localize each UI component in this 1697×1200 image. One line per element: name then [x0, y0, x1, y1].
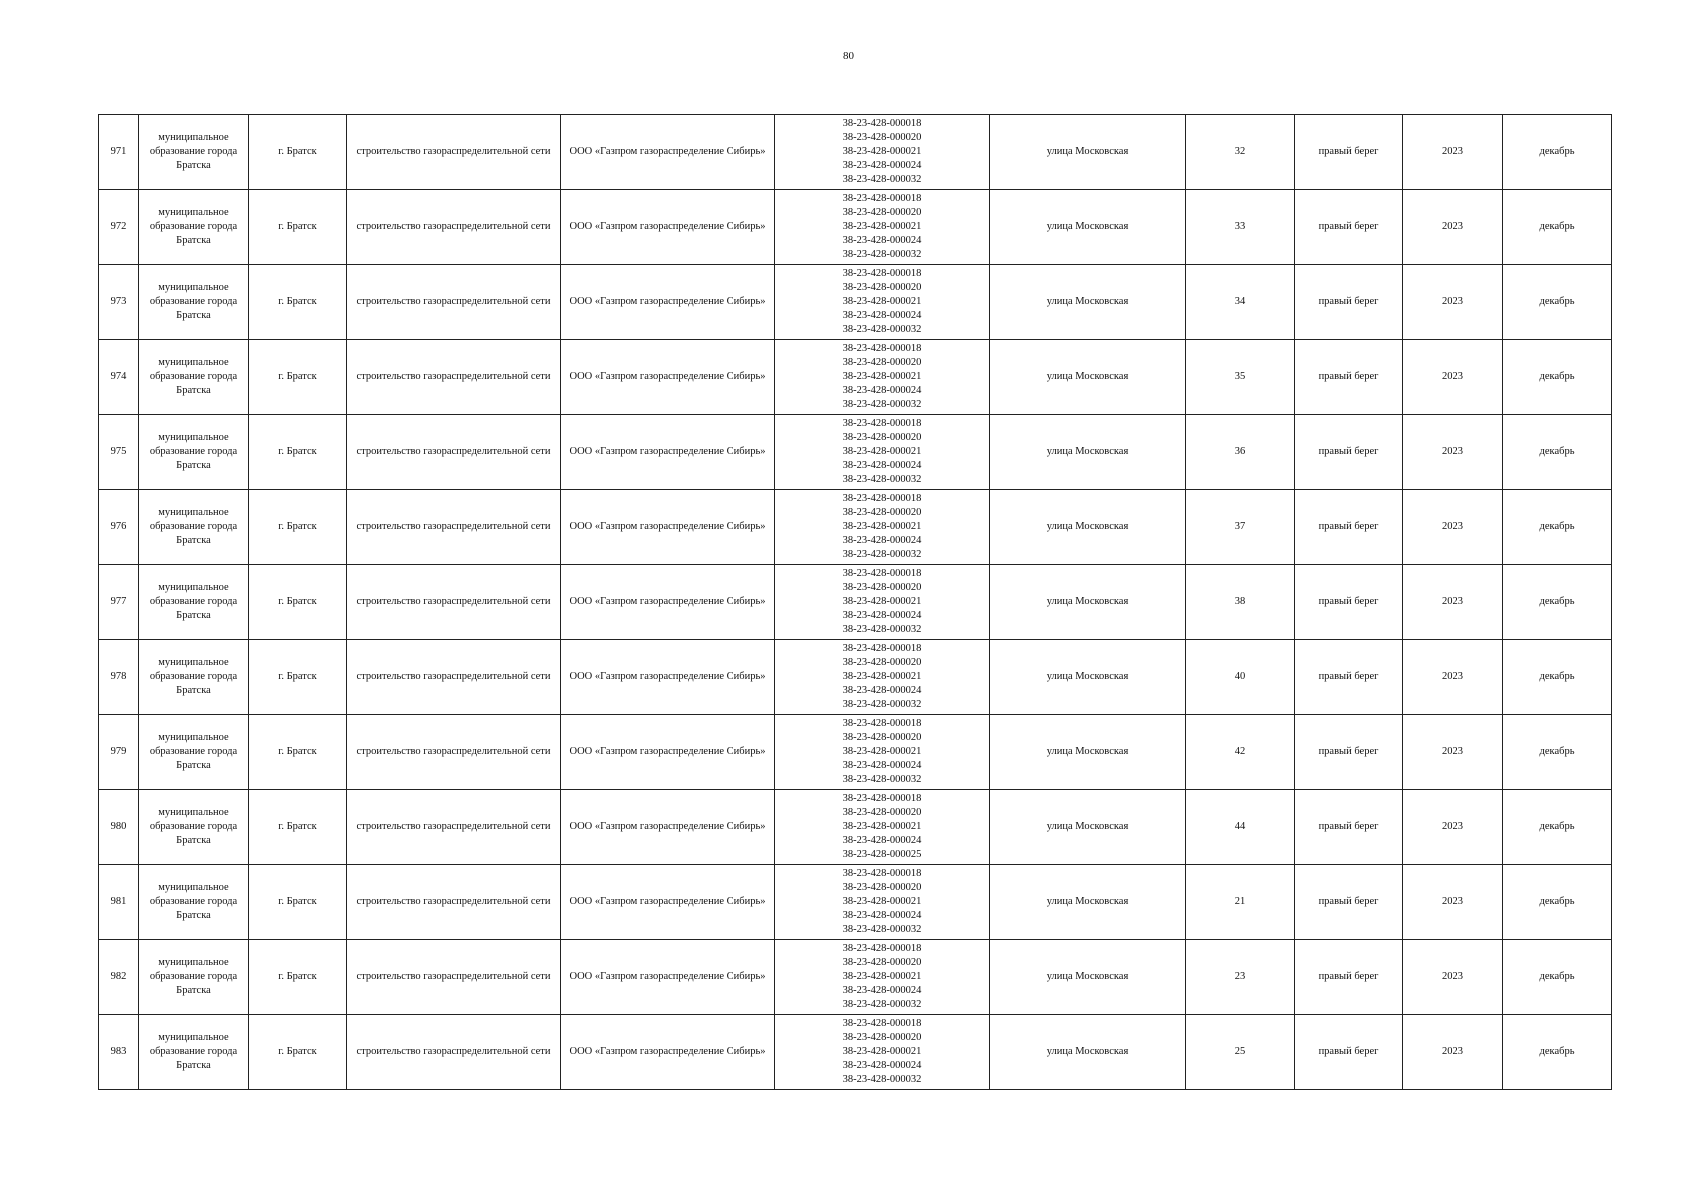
- municipality-cell: муниципальное образование города Братска: [139, 940, 249, 1015]
- year-cell: 2023: [1403, 940, 1503, 1015]
- year-cell: 2023: [1403, 190, 1503, 265]
- cadastral-number: 38-23-428-000018: [842, 268, 922, 279]
- zone-cell: правый берег: [1295, 490, 1403, 565]
- house-number-cell: 25: [1186, 1015, 1295, 1090]
- house-number-cell: 21: [1186, 865, 1295, 940]
- cadastral-number: 38-23-428-000021: [842, 746, 922, 757]
- settlement-cell: г. Братск: [249, 265, 347, 340]
- zone-cell: правый берег: [1295, 940, 1403, 1015]
- street-cell: улица Московская: [990, 565, 1186, 640]
- cadastral-number: 38-23-428-000032: [842, 474, 922, 485]
- municipality-cell: муниципальное образование города Братска: [139, 565, 249, 640]
- cadastral-number: 38-23-428-000020: [842, 432, 922, 443]
- house-number-cell: 35: [1186, 340, 1295, 415]
- municipality-cell: муниципальное образование города Братска: [139, 865, 249, 940]
- table-row: [99, 190, 1612, 265]
- cadastral-number: 38-23-428-000024: [842, 835, 922, 846]
- work-type-cell: строительство газораспределительной сети: [347, 865, 561, 940]
- cadastral-number: 38-23-428-000021: [842, 971, 922, 982]
- cadastral-number: 38-23-428-000018: [842, 418, 922, 429]
- cadastral-cell: [775, 715, 990, 790]
- street-cell: улица Московская: [990, 865, 1186, 940]
- settlement-cell: г. Братск: [249, 715, 347, 790]
- house-number-cell: 42: [1186, 715, 1295, 790]
- cadastral-number: 38-23-428-000024: [842, 610, 922, 621]
- page-number: 80: [843, 50, 854, 62]
- cadastral-cell: [775, 265, 990, 340]
- table-row: [99, 565, 1612, 640]
- row-number: 980: [99, 790, 139, 865]
- cadastral-number: 38-23-428-000018: [842, 493, 922, 504]
- municipality-cell: муниципальное образование города Братска: [139, 790, 249, 865]
- table-row: [99, 715, 1612, 790]
- cadastral-number: 38-23-428-000032: [842, 324, 922, 335]
- cadastral-number: 38-23-428-000021: [842, 296, 922, 307]
- year-cell: 2023: [1403, 565, 1503, 640]
- cadastral-number: 38-23-428-000024: [842, 460, 922, 471]
- row-number: 972: [99, 190, 139, 265]
- cadastral-cell: [775, 565, 990, 640]
- cadastral-number: 38-23-428-000020: [842, 732, 922, 743]
- cadastral-number: 38-23-428-000018: [842, 568, 922, 579]
- cadastral-cell: [775, 115, 990, 190]
- table-row: [99, 115, 1612, 190]
- municipality-cell: муниципальное образование города Братска: [139, 340, 249, 415]
- table-row: [99, 1015, 1612, 1090]
- cadastral-number: 38-23-428-000018: [842, 118, 922, 129]
- street-cell: улица Московская: [990, 790, 1186, 865]
- year-cell: 2023: [1403, 790, 1503, 865]
- cadastral-number: 38-23-428-000032: [842, 549, 922, 560]
- row-number: 974: [99, 340, 139, 415]
- cadastral-number: 38-23-428-000024: [842, 310, 922, 321]
- month-cell: декабрь: [1503, 265, 1612, 340]
- month-cell: декабрь: [1503, 340, 1612, 415]
- month-cell: декабрь: [1503, 715, 1612, 790]
- registry-body: [99, 115, 1612, 1090]
- cadastral-number: 38-23-428-000024: [842, 535, 922, 546]
- cadastral-number: 38-23-428-000024: [842, 235, 922, 246]
- house-number-cell: 23: [1186, 940, 1295, 1015]
- table-row: [99, 340, 1612, 415]
- municipality-cell: муниципальное образование города Братска: [139, 190, 249, 265]
- row-number: 979: [99, 715, 139, 790]
- organization-cell: ООО «Газпром газораспределение Сибирь»: [561, 865, 775, 940]
- organization-cell: ООО «Газпром газораспределение Сибирь»: [561, 565, 775, 640]
- house-number-cell: 32: [1186, 115, 1295, 190]
- zone-cell: правый берег: [1295, 790, 1403, 865]
- cadastral-number: 38-23-428-000021: [842, 1046, 922, 1057]
- settlement-cell: г. Братск: [249, 1015, 347, 1090]
- municipality-cell: муниципальное образование города Братска: [139, 715, 249, 790]
- row-number: 971: [99, 115, 139, 190]
- cadastral-number: 38-23-428-000024: [842, 760, 922, 771]
- organization-cell: ООО «Газпром газораспределение Сибирь»: [561, 265, 775, 340]
- cadastral-number: 38-23-428-000032: [842, 1074, 922, 1085]
- cadastral-number: 38-23-428-000018: [842, 343, 922, 354]
- cadastral-number: 38-23-428-000032: [842, 774, 922, 785]
- cadastral-number: 38-23-428-000032: [842, 924, 922, 935]
- street-cell: улица Московская: [990, 490, 1186, 565]
- cadastral-cell: [775, 640, 990, 715]
- year-cell: 2023: [1403, 415, 1503, 490]
- municipality-cell: муниципальное образование города Братска: [139, 265, 249, 340]
- cadastral-number: 38-23-428-000020: [842, 807, 922, 818]
- organization-cell: ООО «Газпром газораспределение Сибирь»: [561, 715, 775, 790]
- organization-cell: ООО «Газпром газораспределение Сибирь»: [561, 490, 775, 565]
- street-cell: улица Московская: [990, 640, 1186, 715]
- cadastral-number: 38-23-428-000025: [842, 849, 922, 860]
- month-cell: декабрь: [1503, 790, 1612, 865]
- month-cell: декабрь: [1503, 190, 1612, 265]
- cadastral-number: 38-23-428-000018: [842, 193, 922, 204]
- table-row: [99, 640, 1612, 715]
- cadastral-cell: [775, 865, 990, 940]
- zone-cell: правый берег: [1295, 190, 1403, 265]
- row-number: 976: [99, 490, 139, 565]
- cadastral-number: 38-23-428-000021: [842, 671, 922, 682]
- cadastral-number: 38-23-428-000032: [842, 174, 922, 185]
- settlement-cell: г. Братск: [249, 190, 347, 265]
- cadastral-number: 38-23-428-000021: [842, 896, 922, 907]
- house-number-cell: 33: [1186, 190, 1295, 265]
- month-cell: декабрь: [1503, 1015, 1612, 1090]
- work-type-cell: строительство газораспределительной сети: [347, 490, 561, 565]
- street-cell: улица Московская: [990, 190, 1186, 265]
- street-cell: улица Московская: [990, 715, 1186, 790]
- month-cell: декабрь: [1503, 115, 1612, 190]
- cadastral-cell: [775, 1015, 990, 1090]
- work-type-cell: строительство газораспределительной сети: [347, 340, 561, 415]
- cadastral-number: 38-23-428-000024: [842, 1060, 922, 1071]
- street-cell: улица Московская: [990, 940, 1186, 1015]
- cadastral-number: 38-23-428-000020: [842, 657, 922, 668]
- municipality-cell: муниципальное образование города Братска: [139, 1015, 249, 1090]
- cadastral-cell: [775, 190, 990, 265]
- zone-cell: правый берег: [1295, 640, 1403, 715]
- work-type-cell: строительство газораспределительной сети: [347, 415, 561, 490]
- cadastral-number: 38-23-428-000018: [842, 1018, 922, 1029]
- zone-cell: правый берег: [1295, 565, 1403, 640]
- cadastral-cell: [775, 340, 990, 415]
- settlement-cell: г. Братск: [249, 415, 347, 490]
- row-number: 981: [99, 865, 139, 940]
- cadastral-number: 38-23-428-000024: [842, 160, 922, 171]
- work-type-cell: строительство газораспределительной сети: [347, 640, 561, 715]
- settlement-cell: г. Братск: [249, 340, 347, 415]
- street-cell: улица Московская: [990, 1015, 1186, 1090]
- year-cell: 2023: [1403, 490, 1503, 565]
- zone-cell: правый берег: [1295, 865, 1403, 940]
- cadastral-number: 38-23-428-000032: [842, 624, 922, 635]
- cadastral-number: 38-23-428-000018: [842, 643, 922, 654]
- cadastral-number: 38-23-428-000032: [842, 999, 922, 1010]
- house-number-cell: 44: [1186, 790, 1295, 865]
- zone-cell: правый берег: [1295, 115, 1403, 190]
- cadastral-number: 38-23-428-000020: [842, 582, 922, 593]
- year-cell: 2023: [1403, 715, 1503, 790]
- cadastral-cell: [775, 415, 990, 490]
- settlement-cell: г. Братск: [249, 865, 347, 940]
- row-number: 978: [99, 640, 139, 715]
- cadastral-number: 38-23-428-000032: [842, 249, 922, 260]
- cadastral-cell: [775, 940, 990, 1015]
- cadastral-number: 38-23-428-000024: [842, 385, 922, 396]
- cadastral-number: 38-23-428-000020: [842, 132, 922, 143]
- zone-cell: правый берег: [1295, 265, 1403, 340]
- zone-cell: правый берег: [1295, 715, 1403, 790]
- row-number: 982: [99, 940, 139, 1015]
- month-cell: декабрь: [1503, 940, 1612, 1015]
- table-row: [99, 790, 1612, 865]
- table-row: [99, 415, 1612, 490]
- cadastral-cell: [775, 790, 990, 865]
- cadastral-number: 38-23-428-000021: [842, 146, 922, 157]
- cadastral-number: 38-23-428-000020: [842, 882, 922, 893]
- settlement-cell: г. Братск: [249, 115, 347, 190]
- zone-cell: правый берег: [1295, 1015, 1403, 1090]
- table-row: [99, 490, 1612, 565]
- organization-cell: ООО «Газпром газораспределение Сибирь»: [561, 115, 775, 190]
- house-number-cell: 34: [1186, 265, 1295, 340]
- cadastral-number: 38-23-428-000020: [842, 957, 922, 968]
- cadastral-number: 38-23-428-000021: [842, 221, 922, 232]
- cadastral-number: 38-23-428-000018: [842, 868, 922, 879]
- settlement-cell: г. Братск: [249, 490, 347, 565]
- organization-cell: ООО «Газпром газораспределение Сибирь»: [561, 1015, 775, 1090]
- cadastral-number: 38-23-428-000020: [842, 207, 922, 218]
- cadastral-number: 38-23-428-000032: [842, 399, 922, 410]
- house-number-cell: 40: [1186, 640, 1295, 715]
- work-type-cell: строительство газораспределительной сети: [347, 190, 561, 265]
- work-type-cell: строительство газораспределительной сети: [347, 715, 561, 790]
- cadastral-number: 38-23-428-000021: [842, 521, 922, 532]
- work-type-cell: строительство газораспределительной сети: [347, 565, 561, 640]
- cadastral-number: 38-23-428-000020: [842, 507, 922, 518]
- table-row: [99, 865, 1612, 940]
- settlement-cell: г. Братск: [249, 640, 347, 715]
- work-type-cell: строительство газораспределительной сети: [347, 940, 561, 1015]
- year-cell: 2023: [1403, 865, 1503, 940]
- cadastral-cell: [775, 490, 990, 565]
- year-cell: 2023: [1403, 265, 1503, 340]
- cadastral-number: 38-23-428-000018: [842, 793, 922, 804]
- zone-cell: правый берег: [1295, 340, 1403, 415]
- street-cell: улица Московская: [990, 415, 1186, 490]
- year-cell: 2023: [1403, 340, 1503, 415]
- street-cell: улица Московская: [990, 115, 1186, 190]
- settlement-cell: г. Братск: [249, 940, 347, 1015]
- row-number: 977: [99, 565, 139, 640]
- organization-cell: ООО «Газпром газораспределение Сибирь»: [561, 415, 775, 490]
- cadastral-number: 38-23-428-000032: [842, 699, 922, 710]
- street-cell: улица Московская: [990, 265, 1186, 340]
- cadastral-number: 38-23-428-000020: [842, 282, 922, 293]
- cadastral-number: 38-23-428-000020: [842, 357, 922, 368]
- year-cell: 2023: [1403, 115, 1503, 190]
- row-number: 973: [99, 265, 139, 340]
- year-cell: 2023: [1403, 640, 1503, 715]
- cadastral-number: 38-23-428-000024: [842, 910, 922, 921]
- month-cell: декабрь: [1503, 565, 1612, 640]
- settlement-cell: г. Братск: [249, 790, 347, 865]
- cadastral-number: 38-23-428-000021: [842, 446, 922, 457]
- municipality-cell: муниципальное образование города Братска: [139, 415, 249, 490]
- municipality-cell: муниципальное образование города Братска: [139, 640, 249, 715]
- organization-cell: ООО «Газпром газораспределение Сибирь»: [561, 640, 775, 715]
- year-cell: 2023: [1403, 1015, 1503, 1090]
- cadastral-number: 38-23-428-000020: [842, 1032, 922, 1043]
- row-number: 975: [99, 415, 139, 490]
- street-cell: улица Московская: [990, 340, 1186, 415]
- organization-cell: ООО «Газпром газораспределение Сибирь»: [561, 340, 775, 415]
- month-cell: декабрь: [1503, 640, 1612, 715]
- table-row: [99, 265, 1612, 340]
- row-number: 983: [99, 1015, 139, 1090]
- month-cell: декабрь: [1503, 490, 1612, 565]
- table-row: [99, 940, 1612, 1015]
- organization-cell: ООО «Газпром газораспределение Сибирь»: [561, 190, 775, 265]
- cadastral-number: 38-23-428-000021: [842, 371, 922, 382]
- house-number-cell: 38: [1186, 565, 1295, 640]
- organization-cell: ООО «Газпром газораспределение Сибирь»: [561, 940, 775, 1015]
- cadastral-number: 38-23-428-000018: [842, 943, 922, 954]
- work-type-cell: строительство газораспределительной сети: [347, 790, 561, 865]
- cadastral-number: 38-23-428-000024: [842, 985, 922, 996]
- month-cell: декабрь: [1503, 415, 1612, 490]
- municipality-cell: муниципальное образование города Братска: [139, 490, 249, 565]
- house-number-cell: 37: [1186, 490, 1295, 565]
- work-type-cell: строительство газораспределительной сети: [347, 1015, 561, 1090]
- work-type-cell: строительство газораспределительной сети: [347, 265, 561, 340]
- cadastral-number: 38-23-428-000018: [842, 718, 922, 729]
- zone-cell: правый берег: [1295, 415, 1403, 490]
- work-type-cell: строительство газораспределительной сети: [347, 115, 561, 190]
- municipality-cell: муниципальное образование города Братска: [139, 115, 249, 190]
- registry-table: [98, 114, 1612, 1090]
- cadastral-number: 38-23-428-000021: [842, 821, 922, 832]
- house-number-cell: 36: [1186, 415, 1295, 490]
- settlement-cell: г. Братск: [249, 565, 347, 640]
- month-cell: декабрь: [1503, 865, 1612, 940]
- cadastral-number: 38-23-428-000021: [842, 596, 922, 607]
- organization-cell: ООО «Газпром газораспределение Сибирь»: [561, 790, 775, 865]
- cadastral-number: 38-23-428-000024: [842, 685, 922, 696]
